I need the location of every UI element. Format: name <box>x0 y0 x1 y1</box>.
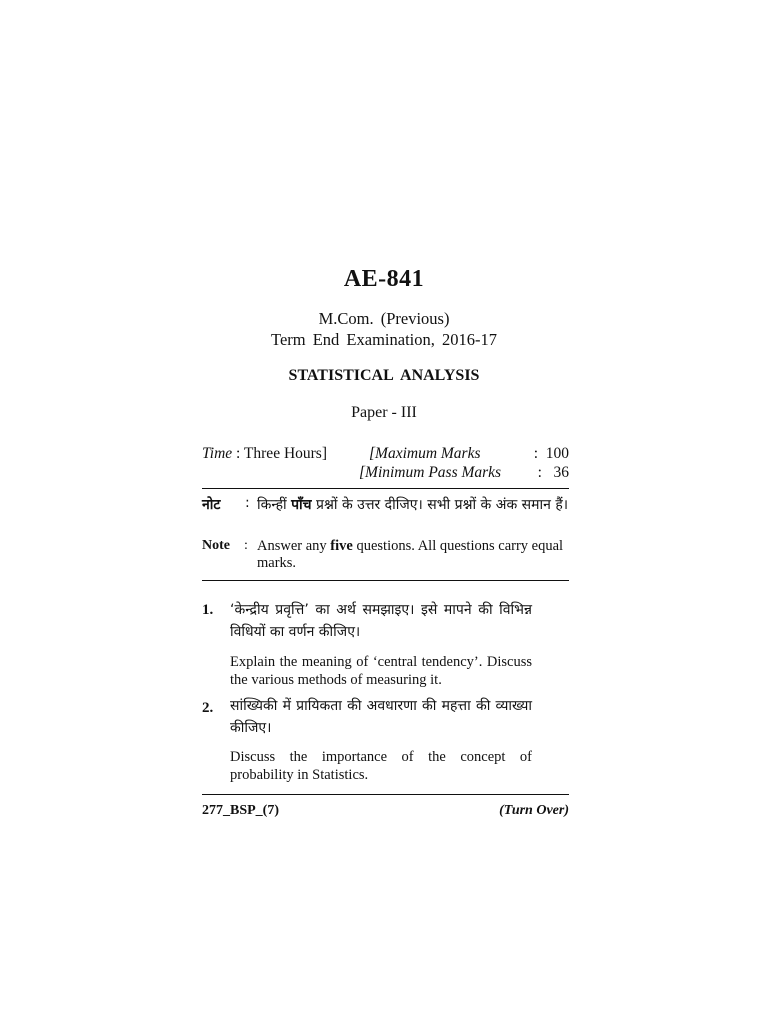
footer-code: 277_BSP_(7) <box>202 803 279 818</box>
note-colon-english: : <box>244 538 248 553</box>
question-1-hindi: ‘केन्द्रीय प्रवृत्ति’ का अर्थ समझाइए। इसे मापने की विभिन्न विधियों का वर्णन कीजिए। <box>230 602 532 640</box>
turn-over-label: (Turn Over) <box>499 803 569 818</box>
time-info <box>202 445 327 463</box>
subject-title: STATISTICAL ANALYSIS <box>288 367 480 384</box>
min-marks-label: [Minimum Pass Marks <box>359 464 502 481</box>
divider-middle <box>202 580 569 581</box>
question-1-english: Explain the meaning of ‘central tendency’. Discuss the various methods of measuring it. <box>230 654 532 688</box>
min-marks-value: : 36 <box>537 464 569 481</box>
note-text-english <box>257 538 569 572</box>
note-en-bold: five <box>330 538 353 554</box>
note-label-hindi: नोट <box>202 497 221 513</box>
course-name: M.Com. (Previous) <box>318 309 450 328</box>
note-en-pre: Answer any <box>257 538 327 554</box>
paper-number: Paper - III <box>351 404 417 421</box>
exam-name: Term End Examination, 2016-17 <box>271 330 497 349</box>
min-marks <box>359 464 569 482</box>
question-2-number: 2. <box>202 700 214 716</box>
note-text-hindi <box>257 495 569 516</box>
question-2-hindi: सांख्यिकी में प्रायिकता की अवधारणा की महत्ता की व्याख्या कीजिए। <box>230 698 532 736</box>
divider-bottom <box>202 794 569 795</box>
note-label-english: Note <box>202 538 230 553</box>
paper-code: AE-841 <box>343 266 425 292</box>
question-1-number: 1. <box>202 602 214 618</box>
note-hi-pre: किन्हीं <box>257 497 287 513</box>
note-en-post: questions. All questions carry equal marks. <box>257 538 564 571</box>
max-marks-label: [Maximum Marks <box>369 445 481 462</box>
note-hi-post: प्रश्नों के उत्तर दीजिए। सभी प्रश्नों के अंक समान हैं। <box>316 497 569 513</box>
note-colon-hindi: : <box>245 495 250 511</box>
max-marks <box>369 445 569 463</box>
max-marks-value: : 100 <box>533 445 569 462</box>
time-value: : Three Hours] <box>236 445 327 462</box>
divider-top <box>202 488 569 489</box>
note-hi-bold: पाँच <box>291 497 312 513</box>
question-2-english: Discuss the importance of the concept of probability in Statistics. <box>230 749 532 783</box>
time-label: Time <box>202 445 233 462</box>
